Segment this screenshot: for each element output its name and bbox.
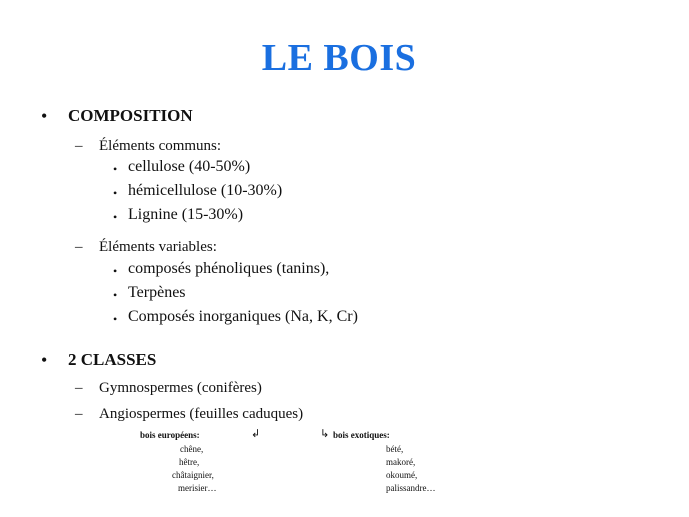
class-label: Angiospermes (feuilles caduques) <box>99 406 304 422</box>
class-label: Gymnospermes (conifères) <box>99 380 262 396</box>
list-item: composés phénoliques (tanins), <box>128 260 330 277</box>
wood-example: bété, <box>386 444 404 454</box>
list-item: hémicellulose (10-30%) <box>128 182 283 199</box>
arrow-left-icon: ↲ <box>251 427 261 440</box>
bullet: • <box>113 162 118 176</box>
section-heading: COMPOSITION <box>68 106 193 125</box>
dash: – <box>75 380 83 396</box>
list-item: Composés inorganiques (Na, K, Cr) <box>128 308 358 325</box>
arrow-right-icon: ↳ <box>320 427 330 440</box>
wood-example: merisier… <box>178 483 217 493</box>
exotic-woods-label: bois exotiques: <box>333 430 390 440</box>
bullet: • <box>41 350 48 370</box>
dash: – <box>75 406 83 422</box>
bullet: • <box>41 106 48 126</box>
section-heading: 2 CLASSES <box>68 350 157 369</box>
list-item: Terpènes <box>128 284 186 301</box>
wood-example: châtaignier, <box>172 470 214 480</box>
bullet: • <box>113 186 118 200</box>
wood-example: makoré, <box>386 457 416 467</box>
bullet: • <box>113 288 118 302</box>
dash: – <box>75 138 83 154</box>
group-label: Éléments communs: <box>99 138 222 154</box>
wood-example: okoumé, <box>386 470 418 480</box>
list-item: cellulose (40-50%) <box>128 158 251 175</box>
wood-example: palissandre… <box>386 483 436 493</box>
dash: – <box>75 239 83 255</box>
page-title: LE BOIS <box>261 37 417 79</box>
bullet: • <box>113 312 118 326</box>
wood-example: hêtre, <box>179 457 200 467</box>
list-item: Lignine (15-30%) <box>128 206 244 223</box>
european-woods-label: bois européens: <box>140 430 200 440</box>
group-label: Éléments variables: <box>99 239 217 255</box>
bullet: • <box>113 210 118 224</box>
wood-example: chêne, <box>180 444 204 454</box>
bullet: • <box>113 264 118 278</box>
